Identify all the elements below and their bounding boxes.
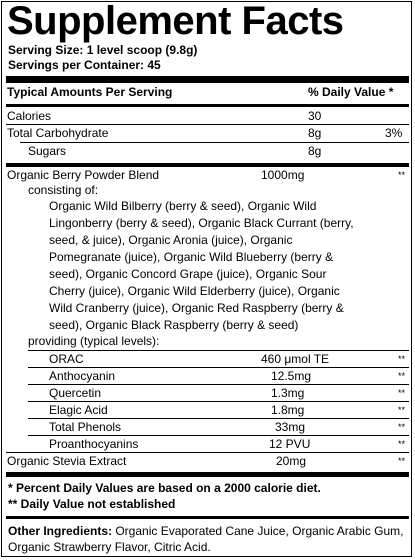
row-divider xyxy=(6,452,409,453)
daily-value-header: % Daily Value * xyxy=(308,85,394,99)
thick-divider xyxy=(6,76,409,83)
level-name: Proanthocyanins xyxy=(49,437,139,451)
blend-line: Lingonberry (berry & seed), Organic Black Currant (berry, xyxy=(49,216,354,230)
level-name: ORAC xyxy=(49,352,84,366)
level-name: Total Phenols xyxy=(49,420,122,434)
blend-line: Wild Cranberry (juice), Organic Red Raspberry (berry & xyxy=(49,301,344,315)
level-daily-value: ** xyxy=(398,439,406,449)
row-divider xyxy=(28,367,409,368)
level-amount: 33mg xyxy=(275,420,306,434)
row-divider xyxy=(28,350,409,351)
blend-line: seed, & juice), Organic Aronia (juice), Organic xyxy=(49,233,293,247)
blend-line: seed), Organic Concord Grape (juice), Organic Sour xyxy=(49,267,327,281)
nutrient-name: Total Carbohydrate xyxy=(7,126,109,140)
level-amount: 1.3mg xyxy=(271,386,305,400)
nutrient-amount: 20mg xyxy=(276,454,307,468)
level-daily-value: ** xyxy=(398,354,406,364)
thick-divider xyxy=(6,472,409,477)
nutrient-daily-value: ** xyxy=(398,170,406,180)
nutrient-daily-value: ** xyxy=(398,456,406,466)
nutrient-name: Organic Stevia Extract xyxy=(7,454,127,468)
level-amount: 12 PVU xyxy=(269,437,311,451)
row-divider xyxy=(28,418,409,419)
row-divider xyxy=(28,384,409,385)
header-divider xyxy=(6,104,409,107)
amount-header: Typical Amounts Per Serving xyxy=(7,85,173,99)
level-daily-value: ** xyxy=(398,371,406,381)
other-ingredients xyxy=(8,523,410,555)
not-established-footnote: ** Daily Value not established xyxy=(8,497,176,511)
blend-line: Pomegranate (juice), Organic Wild Blueberry (berry & xyxy=(49,250,334,264)
level-daily-value: ** xyxy=(398,405,406,415)
nutrient-name: Organic Berry Powder Blend xyxy=(7,168,160,182)
serving-size: Serving Size: 1 level scoop (9.8g) xyxy=(8,43,198,57)
level-daily-value: ** xyxy=(398,388,406,398)
level-name: Elagic Acid xyxy=(49,403,108,417)
providing-label: providing (typical levels): xyxy=(28,334,160,348)
consisting-of-label: consisting of: xyxy=(28,183,99,197)
other-ingredients-text: Organic Evaporated Cane Juice, Organic Arabic Gum, Organic Strawberry Flavor, Citric Acid. xyxy=(8,524,404,554)
servings-per-container: Servings per Container: 45 xyxy=(8,58,161,72)
nutrient-amount: 8g xyxy=(308,126,322,140)
other-ingredients-label: Other Ingredients: xyxy=(8,524,113,538)
blend-line: Cherry (juice), Organic Wild Elderberry (juice), Organic xyxy=(49,284,340,298)
row-divider xyxy=(6,124,409,125)
blend-line: Organic Wild Bilberry (berry & seed), Organic Wild xyxy=(49,199,317,213)
nutrient-amount: 8g xyxy=(308,144,322,158)
section-divider xyxy=(6,163,409,167)
daily-value-footnote: * Percent Daily Values are based on a 2000 calorie diet. xyxy=(8,481,321,495)
nutrient-name: Sugars xyxy=(28,144,67,158)
nutrient-name: Calories xyxy=(7,109,52,123)
supplement-facts-panel xyxy=(1,1,412,557)
row-divider xyxy=(28,401,409,402)
level-name: Anthocyanin xyxy=(49,369,116,383)
level-amount: 1.8mg xyxy=(271,403,305,417)
level-name: Quercetin xyxy=(49,386,102,400)
blend-line: seed), Organic Black Raspberry (berry & seed) xyxy=(49,318,299,332)
nutrient-amount: 30 xyxy=(308,109,322,123)
panel-title: Supplement Facts xyxy=(7,0,344,43)
row-divider xyxy=(20,142,409,143)
nutrient-amount: 1000mg xyxy=(261,168,305,182)
footer-divider xyxy=(6,516,409,519)
level-daily-value: ** xyxy=(398,422,406,432)
row-divider xyxy=(28,435,409,436)
nutrient-daily-value: 3% xyxy=(385,126,403,140)
level-amount: 460 μmol TE xyxy=(261,352,330,366)
level-amount: 12.5mg xyxy=(271,369,312,383)
